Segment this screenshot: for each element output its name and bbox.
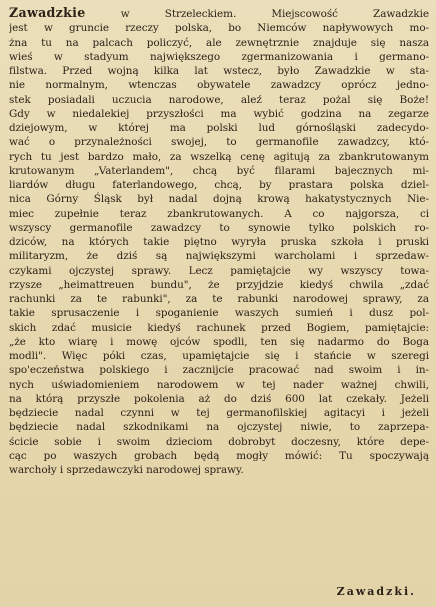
article-line: modli". Więc póki czas, upamiętajcie się i stańcie w szeregi bbox=[9, 350, 429, 362]
article-line: nica Górny Śląsk był nadal dojną krową hakatystycznych Nie- bbox=[9, 193, 429, 206]
article-line: krutowanym „Vaterlandem", chcą być filarami bajecznych mi- bbox=[9, 164, 429, 177]
article-line: warchoły i sprzedawczyki narodowej sprawy. bbox=[9, 464, 244, 476]
article-line: rachunki za te rabunki", za te rabunki narodowej sprawy, za bbox=[9, 293, 429, 305]
article-line: takie sprusaczenie i spoganienie waszych sumień i dusz pol- bbox=[9, 307, 429, 320]
article-line: ścicie sobie i swoim dzieciom dobrobyt doczesny, które depe- bbox=[9, 435, 429, 448]
article-line: dziców, na których takie piętno wyryła pruska szkoła i pruski bbox=[9, 236, 429, 248]
article-line: nie normalnym, wtenczas obywatele zawadzcy oprócz jedno- bbox=[9, 79, 429, 92]
article-line: liardów długu faterlandowego, chcą, by prastara polska dziel- bbox=[9, 179, 429, 191]
article-line: stek posiadali uczucia narodowe, aleź teraz pożal się Boże! bbox=[9, 93, 429, 106]
article-line: filstwa. Przed wojną kilka lat wstecz, było Zawadzkie w sta- bbox=[9, 65, 429, 77]
article-line: Gdy w niedalekiej przyszłości ma wybić godzina na zegarze bbox=[9, 107, 429, 120]
article-line: będziecie nadal szkodnikami na ojczystej niwie, to zaprzepa- bbox=[9, 421, 429, 434]
article-line: wszyscy germanofile zawadzcy to synowie tylko polskich ro- bbox=[9, 221, 429, 234]
article-line: skich zdać musicie kiedyś rachunek przed Bogiem, pamiętajcie: bbox=[9, 321, 429, 334]
article-line: będziecie nadal czynni w tej germanofilskiej agitacyi i jeżeli bbox=[9, 407, 429, 419]
article-line: na którą przyszłe pokolenia aż do dziś 600 lat czekały. Jeżeli bbox=[9, 392, 429, 405]
article-signature: Zawadzki. bbox=[336, 585, 416, 598]
article-title: Zawadzkie bbox=[9, 6, 86, 20]
article-line: spo'eczeństwa polskiego i zacznijcie pracować nad swoim i in- bbox=[9, 364, 429, 377]
article-line: wać o przynależności swojej, to germanofile zawadzcy, któ- bbox=[9, 136, 429, 149]
article-line: rzysze „heimattreuen bundu", że przyjdzie kiedyś chwila „zdać bbox=[9, 278, 429, 291]
article-line: czykami ojczystej sprawy. Lecz pamiętajcie wy wszyscy towa- bbox=[9, 264, 429, 277]
article-line: jest w gruncie rzeczy polska, bo Niemców napływowych mo- bbox=[9, 22, 429, 35]
article-line: nych uświadomieniem narodowem w tej nader ważnej chwili, bbox=[9, 378, 429, 391]
article-body bbox=[9, 6, 429, 477]
article-line: dziejowym, w której ma polski lud górnośląski zadecydo- bbox=[9, 122, 429, 134]
article-line-text: w Strzeleckiem. Miejscowość Zawadzkie bbox=[120, 8, 429, 20]
article-line: cąc po waszych grobach będą mogły mówić: Tu spoczywają bbox=[9, 449, 429, 462]
article-line: wieś w stadyum największego zgermanizowania i germano- bbox=[9, 50, 429, 63]
article-line: żna tu na palcach policzyć, ale zewnętrznie znajduje się nasza bbox=[9, 36, 429, 49]
article-line: rych tu jest bardzo mało, za wszelką cenę agitują za zbankrutowanym bbox=[9, 150, 429, 163]
article-line bbox=[9, 6, 429, 21]
article-line: „że kto wiarę i mowę ojców spodli, ten się nadarmo do Boga bbox=[9, 335, 429, 348]
article-line: militaryzm, że dziś są największymi warcholami i sprzedaw- bbox=[9, 250, 429, 263]
article-line: miec zupełnie teraz zbankrutowanych. A co najgorsza, ci bbox=[9, 207, 429, 220]
